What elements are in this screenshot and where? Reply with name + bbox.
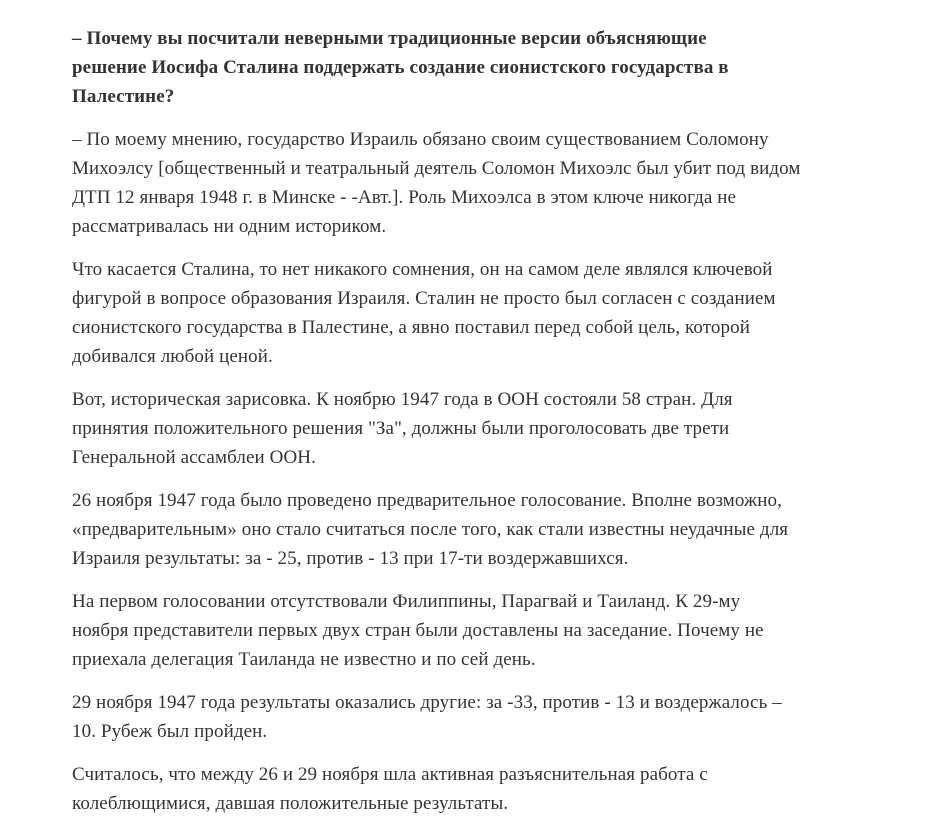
interview-answer-paragraph-4: 26 ноября 1947 года было проведено предварительное голосование. Вполне возможно, «предварительным» оно стало считаться после того, как стали известны неудачные для Израиля результаты: за - 25, против - 13 при 17-ти воздержавшихся. [72,490,789,569]
interview-answer-paragraph-7: Считалось, что между 26 и 29 ноября шла активная разъяснительная работа с колеблющимися, давшая положительные результаты. [72,764,708,814]
interview-answer-paragraph-6: 29 ноября 1947 года результаты оказались другие: за -33, против - 13 и воздержалось – 10. Рубеж был пройден. [72,692,782,742]
interview-question: – Почему вы посчитали неверными традиционные версии объясняющие решение Иосифа Сталина поддержать создание сионистского государства в Палестине? [72,28,729,107]
interview-answer-paragraph-2: Что касается Сталина, то нет никакого сомнения, он на самом деле являлся ключевой фигурой в вопросе образования Израиля. Сталин не просто был согласен с созданием сионистского государства в Палестине, а явно поставил перед собой цель, которой добивался любой ценой. [72,259,776,367]
interview-answer-paragraph-3: Вот, историческая зарисовка. К ноябрю 1947 года в ООН состояли 58 стран. Для принятия положительного решения "За", должны были проголосовать две трети Генеральной ассамблеи ООН. [72,389,733,468]
interview-answer-paragraph-5: На первом голосовании отсутствовали Филиппины, Парагвай и Таиланд. К 29-му ноября представители первых двух стран были доставлены на заседание. Почему не приехала делегация Таиланда не известно и по сей день. [72,591,764,670]
interview-answer-paragraph-1: – По моему мнению, государство Израиль обязано своим существованием Соломону Михоэлсу [общественный и театральный деятель Соломон Михоэлс был убит под видом ДТП 12 января 1948 г. в Минске - -Авт.]. Роль Михоэлса в этом ключе никогда не рассматривалась ни одним историком. [72,129,801,237]
